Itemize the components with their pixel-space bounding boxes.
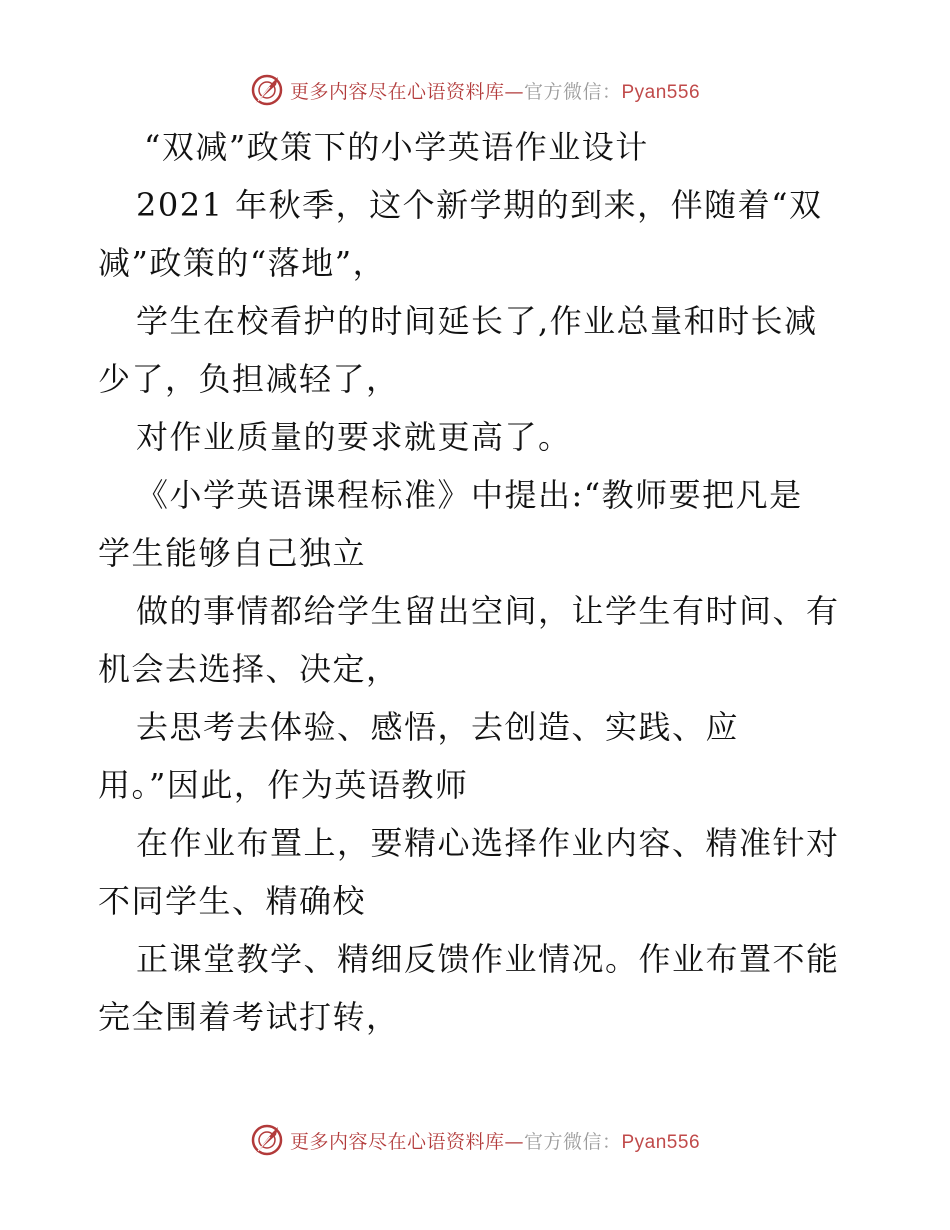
paragraph-line: 不同学生、精确校 xyxy=(98,882,367,920)
paragraph-line: 学生能够自己独立 xyxy=(98,534,367,572)
footer-wechat-label: 官方微信： xyxy=(523,1130,622,1153)
header-wechat-label: 官方微信： xyxy=(523,80,622,103)
header-banner xyxy=(0,70,950,110)
paragraph-line: 2021 年秋季，这个新学期的到来，伴随着“双 xyxy=(136,186,823,224)
paragraph-line: 机会去选择、决定， xyxy=(98,650,400,688)
header-site-text: 更多内容尽在心语资料库 xyxy=(289,80,505,103)
paragraph-line: 做的事情都给学生留出空间，让学生有时间、有 xyxy=(136,592,840,630)
footer-separator: — xyxy=(504,1130,524,1153)
footer-banner-text xyxy=(290,1127,700,1154)
paragraph-line: 完全围着考试打转， xyxy=(98,998,400,1036)
paragraph-line: 在作业布置上，要精心选择作业内容、精准针对 xyxy=(136,824,840,862)
header-separator: — xyxy=(504,80,524,103)
paragraph-line: 《小学英语课程标准》中提出:“教师要把凡是 xyxy=(136,476,803,514)
footer-banner xyxy=(0,1120,950,1160)
footer-wechat-id: Pyan556 xyxy=(621,1131,701,1153)
document-title: “双减”政策下的小学英语作业设计 xyxy=(144,128,649,166)
paragraph-line: 去思考去体验、感悟，去创造、实践、应 xyxy=(136,708,740,746)
footer-site-text: 更多内容尽在心语资料库 xyxy=(289,1130,505,1153)
paragraph-line: 学生在校看护的时间延长了,作业总量和时长减 xyxy=(136,302,818,340)
quill-logo-icon xyxy=(250,73,284,107)
document-body xyxy=(98,118,858,1046)
paragraph-line: 对作业质量的要求就更高了。 xyxy=(136,418,572,456)
header-wechat-id: Pyan556 xyxy=(621,81,701,103)
paragraph-line: 正课堂教学、精细反馈作业情况。作业布置不能 xyxy=(136,940,840,978)
header-banner-text xyxy=(290,77,700,104)
paragraph-line: 减”政策的“落地”， xyxy=(98,244,387,282)
paragraph-line: 少了，负担减轻了， xyxy=(98,360,400,398)
quill-logo-icon xyxy=(250,1123,284,1157)
paragraph-line: 用。”因此，作为英语教师 xyxy=(98,766,469,804)
